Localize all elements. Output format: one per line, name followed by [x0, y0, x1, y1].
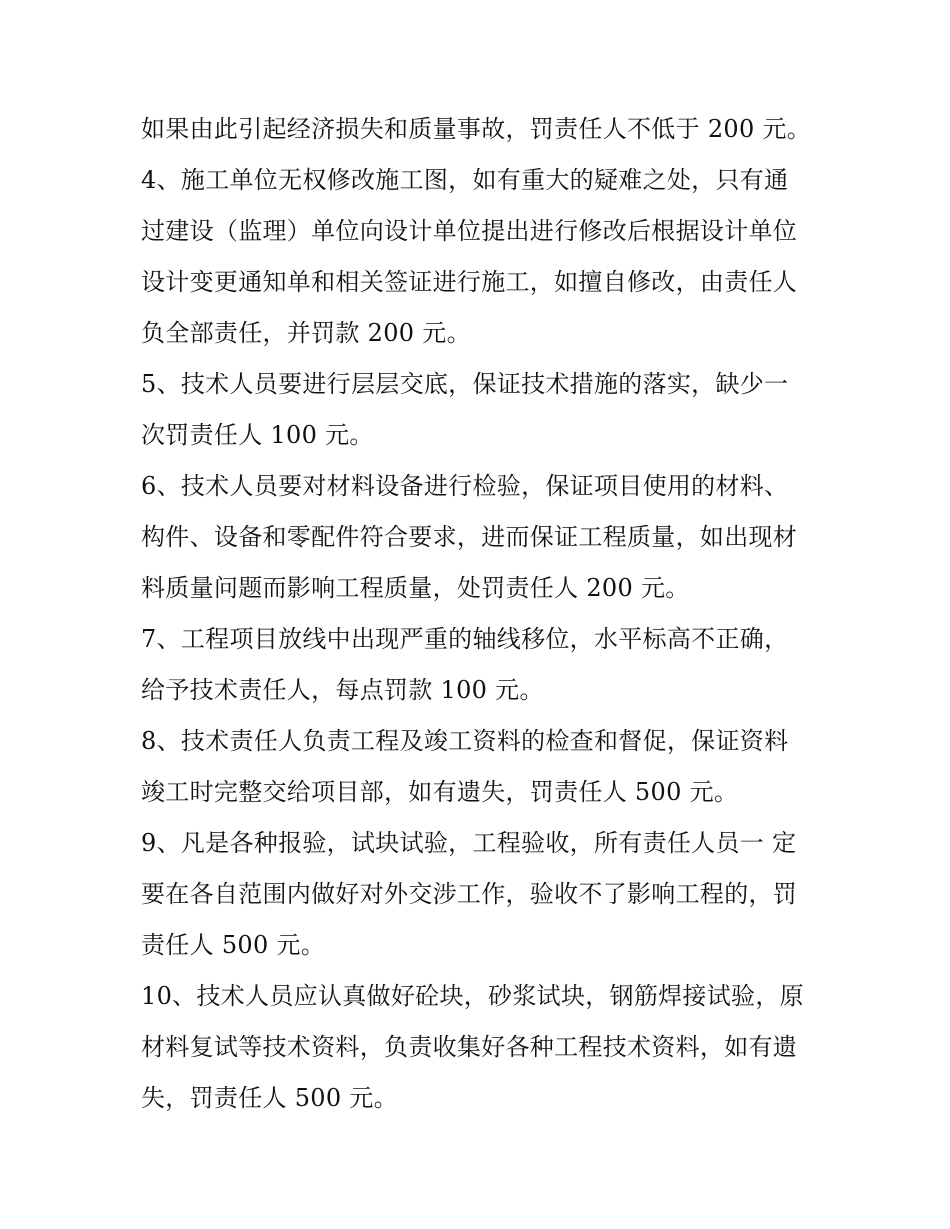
text-line: 过建设（监理）单位向设计单位提出进行修改后根据设计单位	[141, 217, 798, 245]
text-line: 负全部责任，并罚款 200 元。	[141, 319, 471, 347]
text-line: 设计变更通知单和相关签证进行施工，如擅自修改，由责任人	[141, 268, 798, 296]
text-line: 6、技术人员要对材料设备进行检验，保证项目使用的材料、	[141, 472, 789, 500]
text-line: 料质量问题而影响工程质量，处罚责任人 200 元。	[141, 574, 690, 602]
text-line: 8、技术责任人负责工程及竣工资料的检查和督促，保证资料	[141, 727, 789, 755]
document-body	[141, 104, 821, 1124]
text-line: 构件、设备和零配件符合要求，进而保证工程质量，如出现材	[141, 523, 798, 551]
text-line: 责任人 500 元。	[141, 931, 326, 959]
text-line: 材料复试等技术资料，负责收集好各种工程技术资料，如有遗	[141, 1033, 798, 1061]
text-line: 次罚责任人 100 元。	[141, 421, 374, 449]
text-line: 10、技术人员应认真做好砼块，砂浆试块，钢筋焊接试验，原	[141, 982, 804, 1010]
text-line: 竣工时完整交给项目部，如有遗失，罚责任人 500 元。	[141, 778, 739, 806]
text-line: 给予技术责任人，每点罚款 100 元。	[141, 676, 544, 704]
text-line: 9、凡是各种报验，试块试验，工程验收，所有责任人员一 定	[141, 829, 797, 857]
text-line: 4、施工单位无权修改施工图，如有重大的疑难之处，只有通	[141, 166, 789, 194]
text-line: 5、技术人员要进行层层交底，保证技术措施的落实，缺少一	[141, 370, 789, 398]
text-line: 要在各自范围内做好对外交涉工作，验收不了影响工程的，罚	[141, 880, 798, 908]
text-line: 如果由此引起经济损失和质量事故，罚责任人不低于 200 元。	[141, 115, 812, 143]
text-line: 失，罚责任人 500 元。	[141, 1084, 398, 1112]
text-line: 7、工程项目放线中出现严重的轴线移位，水平标高不正确，	[141, 625, 789, 653]
